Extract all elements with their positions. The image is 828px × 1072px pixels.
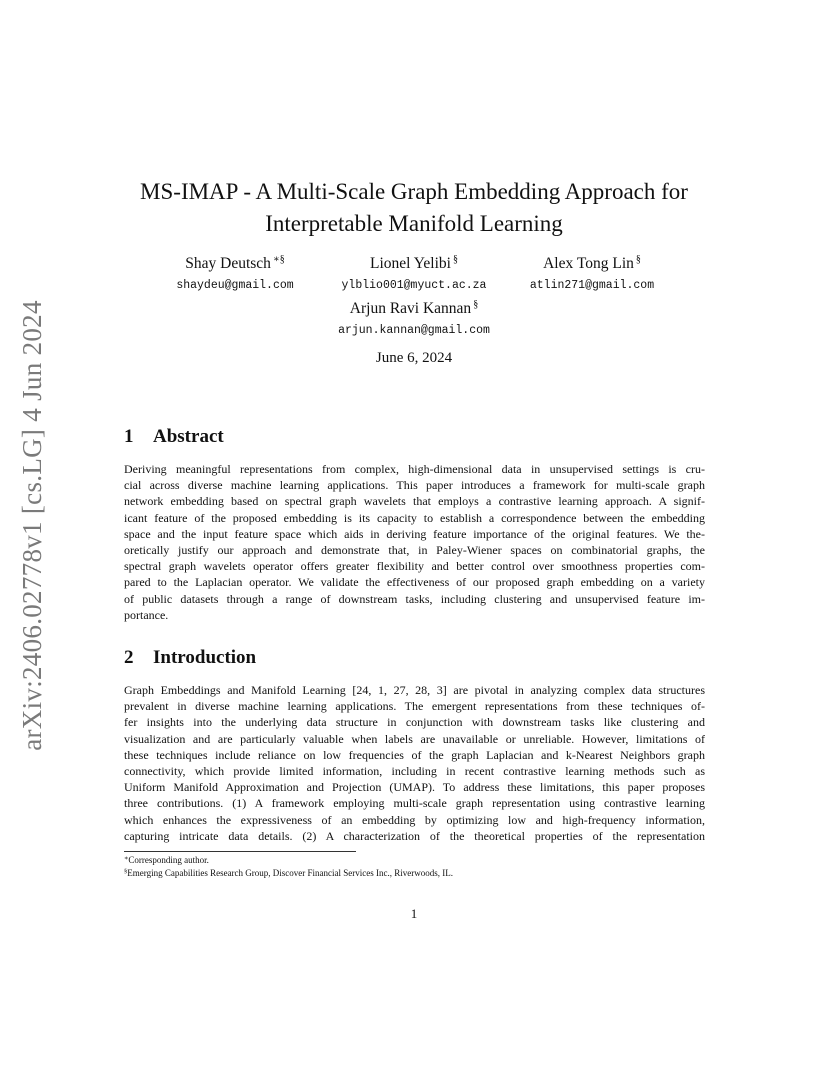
text-line: space and the input feature space which aids in deriving feature importance of the original features. We the- <box>124 526 705 541</box>
title-line-1: MS-IMAP - A Multi-Scale Graph Embedding Approach for <box>140 179 688 204</box>
text-line: fer insights into the underlying data structure in conjunction with downstream tasks like clustering and <box>124 715 705 730</box>
footnote-mark: ∗ <box>124 855 129 862</box>
author-name: Arjun Ravi Kannan <box>349 300 472 317</box>
footnote-text: Corresponding author. <box>128 855 209 865</box>
author-block <box>314 299 514 340</box>
section-heading-abstract <box>124 425 224 449</box>
text-line: visualization and are particularly valuable when labels are unavailable or unreliable. However, limitations of <box>124 731 705 746</box>
section-number: 2 <box>124 647 134 668</box>
text-line: network embedding based on spectral graph wavelets that employs a contrastive learning approach. A signif- <box>124 494 705 509</box>
author-name: Alex Tong Lin <box>543 255 634 272</box>
section-number: 1 <box>124 426 134 447</box>
arxiv-identifier-text: arXiv:2406.02778v1 [cs.LG] 4 Jun 2024 <box>16 299 47 751</box>
footnote-divider <box>124 851 356 852</box>
text-line: Uniform Manifold Approximation and Projection (UMAP). To address these limitations, this paper proposes <box>124 780 705 795</box>
author-name: Shay Deutsch <box>185 255 271 272</box>
author-name: Lionel Yelibi <box>370 255 451 272</box>
author-email: arjun.kannan@gmail.com <box>338 324 490 337</box>
paper-title <box>100 176 728 240</box>
author-email: ylblio001@myuct.ac.za <box>341 279 487 292</box>
footnote-mark: § <box>124 868 128 875</box>
text-line: portance. <box>124 607 169 622</box>
section-heading-introduction <box>124 646 256 670</box>
text-line: oretically justify our approach and demonstrate that, in Paley-Wiener spaces on combinatorial graphs, the <box>124 543 705 558</box>
page-number: 1 <box>410 906 418 921</box>
text-line: capturing intricate data details. (2) A characterization of the theoretical properties of the representation <box>124 828 705 843</box>
publication-date: June 6, 2024 <box>375 350 453 366</box>
author-email: atlin271@gmail.com <box>529 279 655 292</box>
text-line: three contributions. (1) A framework employing multi-scale graph representation using contrastive learning <box>124 796 705 811</box>
author-affiliation-mark: § <box>473 299 479 310</box>
title-line-2: Interpretable Manifold Learning <box>265 211 563 236</box>
section-title: Abstract <box>153 426 224 447</box>
author-name-line <box>314 299 514 319</box>
text-line: connectivity, which provide limited information, including in recent contrastive learning methods such as <box>124 764 705 779</box>
section-title: Introduction <box>153 647 257 668</box>
author-block <box>322 254 506 295</box>
author-name-line <box>156 254 314 274</box>
author-affiliation-mark: § <box>452 254 458 265</box>
author-affiliation-mark: § <box>635 254 641 265</box>
text-line: cial across diverse machine learning applications. This paper introduces a framework for multi-scale graph <box>124 478 705 493</box>
introduction-paragraph <box>124 682 705 844</box>
author-name-line <box>322 254 506 274</box>
text-line: icant feature of the proposed embedding is its capacity to establish a correspondence between the embedding <box>124 510 705 525</box>
footnote-corresponding-author <box>124 854 209 866</box>
author-name-line <box>514 254 670 274</box>
text-line: Graph Embeddings and Manifold Learning [24, 1, 27, 28, 3] are pivotal in analyzing complex data structures <box>124 683 705 697</box>
footnote-text: Emerging Capabilities Research Group, Discover Financial Services Inc., Riverwoods, IL. <box>127 868 453 878</box>
text-line: prevalent in diverse machine learning applications. The emergent representations from these techniques of- <box>124 699 705 714</box>
text-line: which enhances the expressiveness of an embedding by optimizing low and high-frequency information, <box>124 812 705 827</box>
text-line: pared to the Laplacian operator. We validate the effectiveness of our proposed graph embedding on a variety <box>124 575 705 590</box>
author-affiliation-mark: ∗§ <box>272 254 285 265</box>
abstract-paragraph <box>124 461 705 623</box>
author-block <box>156 254 314 295</box>
author-block <box>514 254 670 295</box>
text-line: spectral graph wavelets operator offers greater flexibility and better control over smoothness properties com- <box>124 559 705 574</box>
footnote-affiliation <box>124 867 453 879</box>
text-line: these techniques include reliance on low frequencies of the graph Laplacian and k-Nearest Neighbors graph <box>124 747 705 762</box>
author-email: shaydeu@gmail.com <box>176 279 294 292</box>
text-line: Deriving meaningful representations from complex, high-dimensional data in unsupervised settings is cru- <box>124 462 705 476</box>
text-line: of public datasets through a range of downstream tasks, including clustering and unsupervised feature im- <box>124 591 705 606</box>
